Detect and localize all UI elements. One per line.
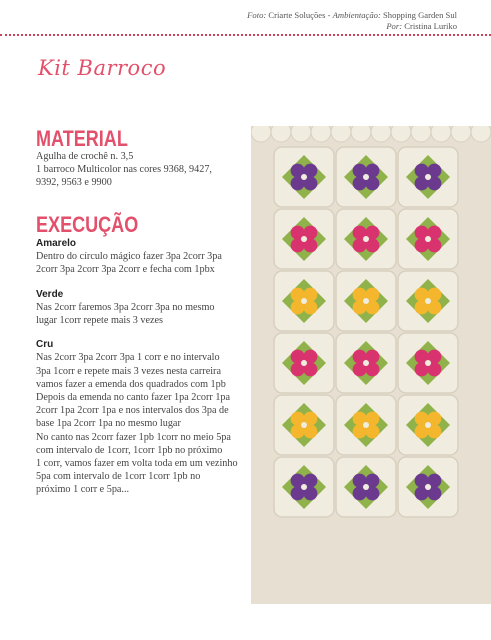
instruction-line: 3pa 1corr e repete mais 3 vezes nesta carreira xyxy=(36,365,221,377)
granny-square xyxy=(336,333,396,393)
photo-credits: Foto: Criarte Soluções - Ambientação: Shopping Garden Sul Por: Cristina Luriko xyxy=(247,10,457,31)
foto-label: Foto: xyxy=(247,10,267,20)
granny-square xyxy=(336,457,396,517)
instructions xyxy=(36,237,246,497)
granny-square xyxy=(336,147,396,207)
por-label: Por: xyxy=(386,21,403,31)
instruction-line: base 1pa 2corr 1pa no mesmo lugar xyxy=(36,418,181,430)
instruction-line: Nas 2corr 3pa 2corr 3pa 1 corr e no intervalo xyxy=(36,352,220,364)
page-title: Kit Barroco xyxy=(38,56,167,80)
crochet-photo xyxy=(251,126,491,604)
instruction-line: próximo 1 corr e 5pa... xyxy=(36,484,130,496)
granny-square xyxy=(398,147,458,207)
por-value: Cristina Luriko xyxy=(404,21,457,31)
granny-square xyxy=(336,395,396,455)
crochet-granny-squares xyxy=(251,126,491,604)
material-line: 1 barroco Multicolor nas cores 9368, 9427, xyxy=(36,164,212,176)
granny-square xyxy=(274,395,334,455)
instruction-line: 2corr 3pa 2corr 3pa 2corr e fecha com 1pbx xyxy=(36,264,215,276)
section-amarelo-title: Amarelo xyxy=(36,238,77,249)
granny-square xyxy=(398,271,458,331)
instruction-line: 1 corr, vamos fazer em volta toda em um vezinho xyxy=(36,458,238,470)
granny-square xyxy=(398,457,458,517)
instruction-line: No canto nas 2corr fazer 1pb 1corr no meio 5pa xyxy=(36,431,231,443)
granny-square xyxy=(336,271,396,331)
granny-square xyxy=(274,333,334,393)
material-line: 9392, 9563 e 9900 xyxy=(36,177,112,189)
section-verde-title: Verde xyxy=(36,288,64,300)
granny-square xyxy=(398,209,458,269)
execucao-heading: EXECUÇÃO xyxy=(36,212,139,237)
instruction-line: 5pa com intervalo de 1corr 1corr 1pb no xyxy=(36,471,201,483)
granny-square xyxy=(398,395,458,455)
section-cru-title: Cru xyxy=(36,339,54,351)
material-line: Agulha de crochê n. 3,5 xyxy=(36,151,134,162)
instruction-line: Nas 2corr faremos 3pa 2corr 3pa no mesmo xyxy=(36,301,215,313)
foto-value: Criarte Soluções xyxy=(268,10,326,20)
instruction-line: 2corr 1pa 2corr 1pa e nos intervalos dos 3pa de xyxy=(36,405,229,417)
granny-square xyxy=(274,457,334,517)
instruction-line: com intervalo de 1corr, 1corr 1pb no próximo xyxy=(36,444,223,456)
ambient-value: Shopping Garden Sul xyxy=(383,10,457,20)
granny-square xyxy=(274,271,334,331)
instruction-line: vamos fazer a emenda dos quadrados com 1pb xyxy=(36,378,226,390)
instruction-line: lugar 1corr repete mais 3 vezes xyxy=(36,315,164,327)
granny-square xyxy=(336,209,396,269)
ambient-label: Ambientação: xyxy=(332,10,381,20)
granny-square xyxy=(274,147,334,207)
material-heading: MATERIAL xyxy=(36,126,128,151)
instruction-line: Dentro do círculo mágico fazer 3pa 2corr 3pa xyxy=(36,251,222,263)
material-list xyxy=(36,150,246,190)
granny-square xyxy=(398,333,458,393)
dotted-divider xyxy=(0,34,491,36)
instruction-line: Depois da emenda no canto fazer 1pa 2corr 1pa xyxy=(36,392,231,404)
granny-square xyxy=(274,209,334,269)
